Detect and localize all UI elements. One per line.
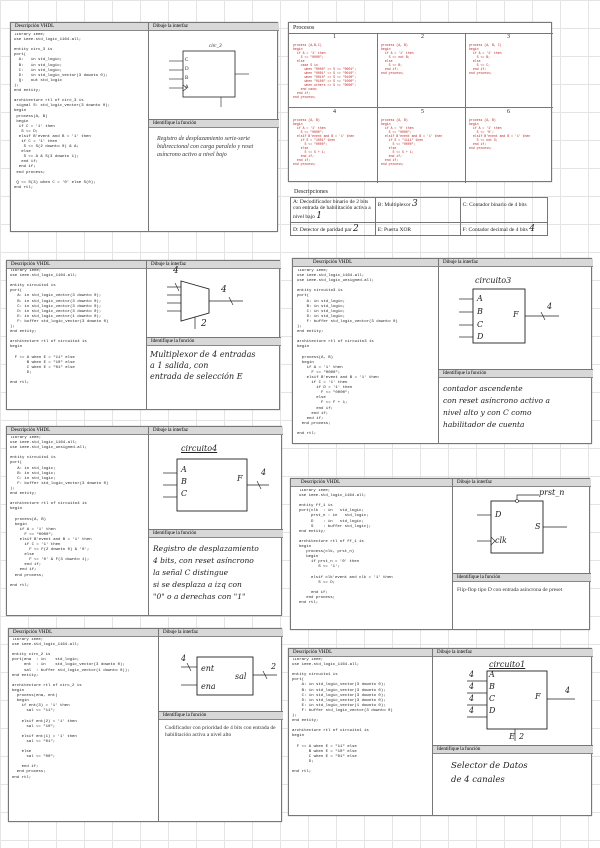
identifique-header: Identifique la función (149, 530, 283, 538)
table-row (291, 223, 548, 236)
pin-label: D (477, 332, 484, 341)
procesos-title: Procesos (293, 25, 315, 31)
flip-flop-diagram (471, 493, 581, 563)
identifique-header: Identifique la función (159, 712, 283, 720)
bus-width: 4 (181, 654, 187, 663)
card-selector (288, 648, 592, 816)
identifique-header: Identifique la función (433, 746, 593, 754)
output-label: F (237, 474, 243, 483)
vhdl-code: library ieee; use ieee.std_logic_1164.all; entity circuito1 is port( A: in std_logic_vector(3 downto 0); B: in std_logic_vector(3 downto 0); C: in std_logic_vector(3 downto 0); D: in std_logic_vector(3 downto 0); E: in std_logic_vector(1 downto 0); F: buffer std_logic_vector(3 downto 0) ); end entity; architecture rtl of circuito1 is begin F <= A when E = "11" else B when E = "10" else C when E = "01" else D; end rtl; (292, 658, 393, 775)
process-code: process (A, B) begin if A = '1' then S <= '0'; elsif B'event and B = '1' then S <= not S; end if; end process; (469, 118, 531, 150)
chip-name: circuito1 (489, 660, 526, 669)
output-label: F (513, 310, 519, 319)
card-circ-3 (10, 22, 278, 232)
card-shift-register (6, 426, 282, 616)
card-flip-flop (290, 478, 590, 630)
answer-text: contador ascendente con reset asíncrono activo a nivel alto y con C como habilitador de cuenta (443, 384, 550, 429)
bus-width: 2 (519, 732, 525, 741)
pin-label: clk (495, 536, 507, 545)
pin-label: C (181, 489, 188, 498)
process-number: 6 (507, 109, 510, 115)
pin-label: A (185, 85, 189, 90)
desc-vhdl-header: Descripción VHDL (289, 649, 433, 657)
pin-label: B (181, 477, 187, 486)
identifique-header: Identifique la función (149, 120, 279, 128)
pin-label: A (181, 465, 187, 474)
desc-cell: A: Decodificador binario de 2 bits con entrada de habilitación activa a nivel bajo 1 (291, 198, 376, 223)
select-label: E (509, 732, 515, 741)
output-label: sal (235, 672, 247, 681)
bus-width: 4 (261, 468, 267, 477)
process-code: process (A, B) begin if A = '0' then S <= "0000"; elsif B'event and B = '1' then if S = "1111" then S <= "0000"; else S <= S + 1; end if; end if; end process; (381, 118, 443, 166)
card-mux (6, 260, 280, 410)
reset-label: prst_n (539, 488, 565, 497)
bus-width: 4 (173, 266, 179, 276)
pin-label: D (185, 67, 189, 72)
dibuje-header: Dibuje la interfaz (149, 427, 283, 435)
vhdl-code: library ieee; use ieee.std_logic_1164.all; use ieee.std_logic_unsigned.all; entity circuito4 is port( A: in std_logic; B: in std_logic; C: in std_logic; F: buffer std_logic_vector(3 downto 0) ); end entity; architecture rtl of circuito4 is begin process(A, B) begin if A = '1' then F <= "0000"; elsif B'event and B = '1' then if C = '1' then F <= F(2 downto 0) & '0'; else F <= '0' & F(3 downto 1); end if; end if; end process; end rtl; (10, 436, 109, 588)
bus-width: 4 (565, 686, 571, 695)
pin-label: C (185, 58, 189, 63)
process-code: process (A, B) begin if A = '1' then S <= "0000"; elsif B'event and B = '1' then if S = "1001" then S <= "0000"; else S <= S + 1; end if; end if; end process; (293, 118, 355, 166)
desc-cell: E: Puerta XOR (375, 223, 460, 236)
bus-width: 4 (469, 694, 475, 703)
process-code: process (A, B) begin if A = '1' then S <= not B; else S <= B; end if; end process; (381, 43, 414, 75)
pin-label: B (489, 682, 495, 691)
vhdl-code: library ieee; use ieee.std_logic_1164.all; entity circuito4 is port( A: in std_logic_vector(3 downto 0); B: in std_logic_vector(3 downto 0); C: in std_logic_vector(3 downto 0); D: in std_logic_vector(3 downto 0); E: in std_logic_vector(1 downto 0); F: buffer std_logic_vector(3 downto 0) ); end entity; architecture rtl of circuito4 is begin F <= A when E = "11" else B when E = "10" else C when E = "01" else D; end rtl; (10, 269, 109, 386)
dibuje-header: Dibuje la interfaz (159, 629, 283, 637)
vhdl-code: library ieee; use ieee.std_logic_1164.all; use ieee.std_logic_unsigned.all; entity circuito3 is port( A: in std_logic; B: in std_logic; C: in std_logic; D: in std_logic; F: buffer std_logic_vector(3 downto 0) ); end entity; architecture rtl of circuito3 is begin process(A, B) begin if A = '1' then F <= "0000"; elsif B'event and B = '1' then if C = '1' then if D = '1' then F <= "0000"; else F <= F + 1; end if; end if; end if; end process; end rtl; (297, 269, 398, 436)
card-encoder (8, 628, 282, 822)
bus-width: 4 (469, 682, 475, 691)
pin-label: D (495, 510, 502, 519)
bus-width: 2 (201, 319, 207, 329)
pin-label: D (489, 706, 496, 715)
desc-cell: C: Contador binario de 4 bits (460, 198, 547, 223)
desc-vhdl-header: Descripción VHDL (7, 427, 149, 435)
process-code: process (A, B, C) begin if A = '1' then S <= B; else S <= C; end if; end process; (469, 43, 502, 75)
vhdl-code: library ieee; use ieee.std_logic_1164.all; entity circ_2 is port(ena : in std_logic; ent : in std_logic_vector(3 downto 0); sal : buffer std_logic_vector(1 downto 0)); end entity; architecture rtl of circ_2 is begin process(ena, ent) begin if ent(3) = '1' then sal <= "11"; elsif ent(2) = '1' then sal <= "10"; elsif ent(1) = '1' then sal <= "01"; else sal <= "00"; end if; end process; end rtl; (12, 638, 130, 780)
answer-text: Multiplexor de 4 entradas a 1 salida, con entrada de selección E (150, 350, 256, 381)
pin-label: A (489, 670, 495, 679)
desc-vhdl-header: Descripción VHDL (9, 629, 159, 637)
desc-vhdl-header: Descripción VHDL (11, 23, 149, 31)
pin-label: ena (201, 682, 216, 691)
bus-width: 4 (469, 706, 475, 715)
mux-diagram (157, 273, 267, 331)
card-counter (292, 258, 592, 444)
answer-text: Registro de desplazamiento 4 bits, con reset asíncrono la señal C distingue si se desplaza a izq con "0" o a derechas con "1" (153, 544, 259, 601)
identifique-header: Identifique la función (147, 338, 281, 346)
pin-label: B (477, 307, 483, 316)
bus-width: 4 (547, 302, 553, 311)
desc-vhdl-header: Descripción VHDL (291, 479, 453, 487)
chip-name: circ_3 (209, 44, 222, 49)
desc-cell: D: Detector de paridad par 2 (291, 223, 376, 236)
answer-text: Flip-flop tipo D con entrada asíncrona de preset (457, 587, 563, 593)
pin-label: C (489, 694, 496, 703)
output-label: F (535, 692, 541, 701)
dibuje-header: Dibuje la interfaz (453, 479, 591, 487)
pin-label: B (185, 76, 189, 81)
table-row (291, 198, 548, 223)
descripciones-title: Descripciones (294, 189, 328, 195)
dibuje-header: Dibuje la interfaz (433, 649, 593, 657)
chip-name: circuito3 (475, 276, 512, 285)
chip-name: circuito4 (181, 444, 218, 453)
process-number: 4 (333, 109, 336, 115)
pin-label: ent (201, 664, 215, 673)
bus-width: 2 (271, 662, 277, 671)
answer-text: Selector de Datos de 4 canales (451, 761, 528, 785)
identifique-header: Identifique la función (439, 370, 593, 378)
vhdl-code: library ieee; use ieee.std_logic_1164.all; entity circ_3 is port( A: in std_logic; B: in std_logic; C: in std_logic; D: in std_logic_vector(3 downto 0); Q: out std_logic ); end entity; architecture rtl of circ_3 is signal S: std_logic_vector(3 downto 0); begin process(A, B) begin if C = '1' then S <= D; elsif B'event and B = '1' then if C = '1' then S <= S(2 downto 0) & A; else S <= A & S(3 downto 1); end if; end if; end process; Q <= S(3) when C = '0' else S(0); end rtl; (14, 33, 111, 190)
output-label: S (535, 522, 541, 531)
desc-cell: B: Multiplexor 3 (375, 198, 460, 223)
interface-diagram (161, 41, 271, 111)
dibuje-header: Dibuje la interfaz (147, 261, 281, 269)
desc-vhdl-header: Descripción VHDL (293, 259, 439, 267)
descripciones-table (290, 197, 548, 236)
shift-register-diagram (157, 451, 277, 521)
answer-text: Codificador con prioridad de 4 bits con entrada de habilitación activa a nivel alto (165, 725, 276, 738)
card-procesos (288, 22, 552, 182)
process-number: 2 (421, 34, 424, 40)
pin-label: A (477, 294, 483, 303)
process-number: 5 (421, 109, 424, 115)
desc-cell: F: Contador decimal de 4 bits 4 (460, 223, 547, 236)
desc-vhdl-header: Descripción VHDL (7, 261, 147, 269)
bus-width: 4 (469, 670, 475, 679)
answer-text: Registro de desplazamiento serie-serie bidireccional con carga paralelo y reset asíncrono activo a nivel bajo (157, 136, 254, 158)
bus-width: 4 (221, 285, 227, 295)
dibuje-header: Dibuje la interfaz (439, 259, 593, 267)
identifique-header: Identifique la función (453, 574, 591, 582)
vhdl-code: library ieee; use ieee.std_logic_1164.all; entity ff_1 is port(clk : in std_logic; prst_n : in std_logic; D : in std_logic; S : buffer std_logic); end entity; architecture rtl of ff_1 is begin process(clk, prst_n) begin if prst_n = '0' then S <= '1'; elsif clk'event and clk = '1' then S <= D; end if; end process; end rtl; (299, 489, 393, 606)
process-number: 1 (333, 34, 336, 40)
process-code: process (A,B,C) begin if A = '1' then S <= "0000"; else case S is when "0000" => S <= "0001"; when "0001" => S <= "0010"; when "0010" => S <= "0100"; when "0100" => S <= "1000"; when others => S <= "0000"; end case; end if; end process; (293, 43, 357, 99)
process-number: 3 (507, 34, 510, 40)
dibuje-header: Dibuje la interfaz (149, 23, 279, 31)
pin-label: C (477, 320, 484, 329)
